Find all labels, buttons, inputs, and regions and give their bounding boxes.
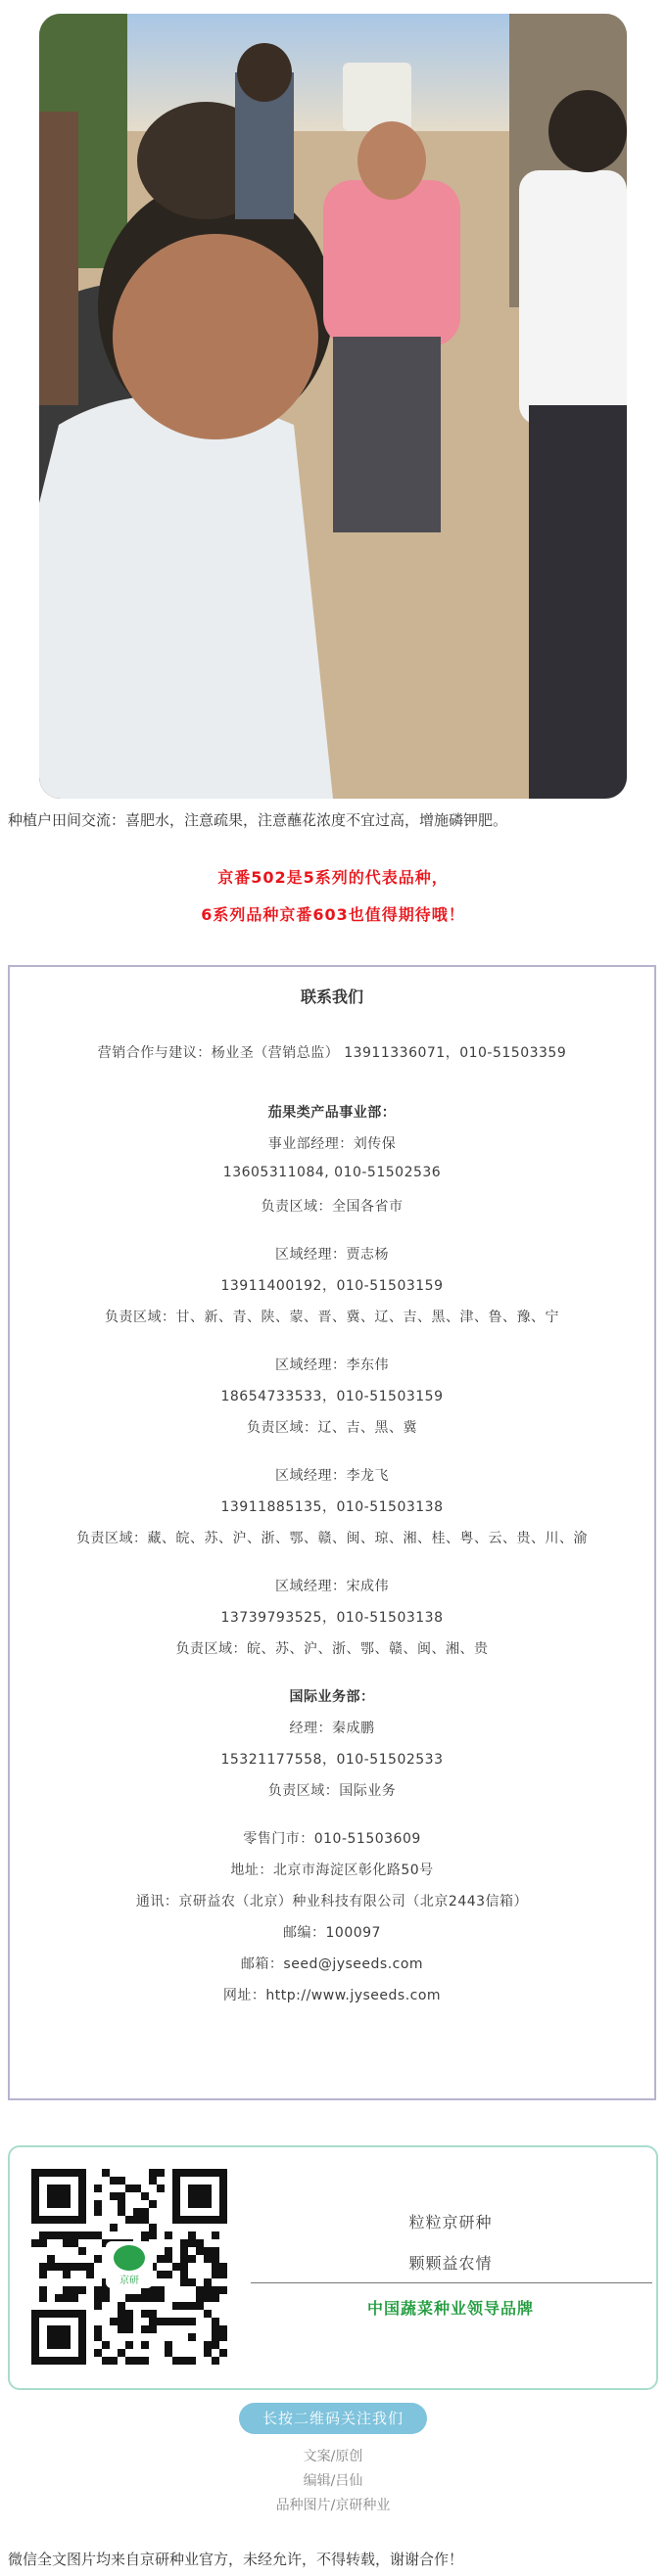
contact-title: 联系我们 bbox=[300, 988, 363, 1006]
contact-line: 区域经理：李龙飞 bbox=[275, 1468, 389, 1484]
contact-line: 18654733533，010-51503159 bbox=[220, 1389, 444, 1404]
farmers-exchange-photo bbox=[39, 14, 627, 799]
credit-editor: 编辑/吕仙 bbox=[303, 2473, 363, 2489]
contact-line: 13911885135，010-51503138 bbox=[220, 1499, 444, 1515]
credit-copywriting: 文案/原创 bbox=[303, 2449, 363, 2464]
contact-line: 邮箱：seed@jyseeds.com bbox=[240, 1956, 424, 1972]
qr-card bbox=[8, 2145, 658, 2390]
contact-line: 事业部经理：刘传保 bbox=[267, 1136, 397, 1152]
contact-line: 区域经理：宋成伟 bbox=[275, 1579, 389, 1594]
contact-line: 区域经理：李东伟 bbox=[275, 1357, 389, 1373]
contact-line: 经理：秦成鹏 bbox=[289, 1721, 375, 1736]
slogan-line-1: 粒粒京研种 bbox=[408, 2213, 493, 2231]
contact-line: 地址：北京市海淀区彰化路50号 bbox=[230, 1863, 434, 1878]
contact-line: 13911400192，010-51503159 bbox=[220, 1278, 444, 1294]
highlight-line-1: 京番502是5系列的代表品种， bbox=[217, 868, 449, 887]
credit-images: 品种图片/京研种业 bbox=[275, 2498, 391, 2513]
contact-line: 负责区域：藏、皖、苏、沪、浙、鄂、赣、闽、琼、湘、桂、粤、云、贵、川、渝 bbox=[76, 1531, 588, 1546]
contact-line: 邮编：100097 bbox=[283, 1925, 381, 1941]
qr-logo-text: 京研 bbox=[119, 2276, 139, 2286]
divider bbox=[251, 2282, 652, 2283]
contact-line: 负责区域：辽、吉、黑、冀 bbox=[247, 1420, 417, 1436]
contact-section-heading: 茄果类产品事业部： bbox=[267, 1105, 397, 1121]
contact-line: 通讯：京研益农（北京）种业科技有限公司（北京2443信箱） bbox=[135, 1894, 529, 1909]
contact-line: 13605311084, 010-51502536 bbox=[222, 1165, 442, 1180]
contact-line: 零售门市：010-51503609 bbox=[243, 1831, 421, 1847]
contact-line: 营销合作与建议：杨业圣（营销总监） 13911336071，010-51503359 bbox=[97, 1045, 567, 1061]
slogan-line-2: 颗颗益农情 bbox=[408, 2254, 493, 2273]
follow-us-pill[interactable]: 长按二维码关注我们 bbox=[239, 2403, 427, 2434]
contact-line: 区域经理：贾志杨 bbox=[275, 1247, 389, 1263]
brand-tagline: 中国蔬菜种业领导品牌 bbox=[366, 2299, 534, 2318]
contact-line: 负责区域：皖、苏、沪、浙、鄂、赣、闽、湘、贵 bbox=[175, 1641, 489, 1657]
contact-line: 负责区域：全国各省市 bbox=[261, 1199, 404, 1215]
copyright-notice: 微信全文图片均来自京研种业官方，未经允许，不得转载，谢谢合作！ bbox=[8, 2551, 464, 2568]
sprout-icon bbox=[114, 2245, 145, 2271]
contact-line: 负责区域：甘、新、青、陕、蒙、晋、冀、辽、吉、黑、津、鲁、豫、宁 bbox=[105, 1310, 559, 1325]
photo-caption: 种植户田间交流：喜肥水，注意疏果，注意蘸花浓度不宜过高，增施磷钾肥。 bbox=[8, 811, 508, 829]
qr-logo-badge bbox=[106, 2241, 153, 2288]
contact-box bbox=[8, 965, 656, 2100]
highlight-line-2: 6系列品种京番603也值得期待哦！ bbox=[201, 905, 465, 924]
contact-line: 15321177558，010-51502533 bbox=[220, 1752, 444, 1768]
contact-line: 负责区域：国际业务 bbox=[267, 1783, 397, 1799]
contact-section-heading: 国际业务部： bbox=[289, 1689, 375, 1705]
contact-line: 13739793525，010-51503138 bbox=[220, 1610, 444, 1626]
contact-line: 网址：http://www.jyseeds.com bbox=[222, 1988, 442, 2003]
